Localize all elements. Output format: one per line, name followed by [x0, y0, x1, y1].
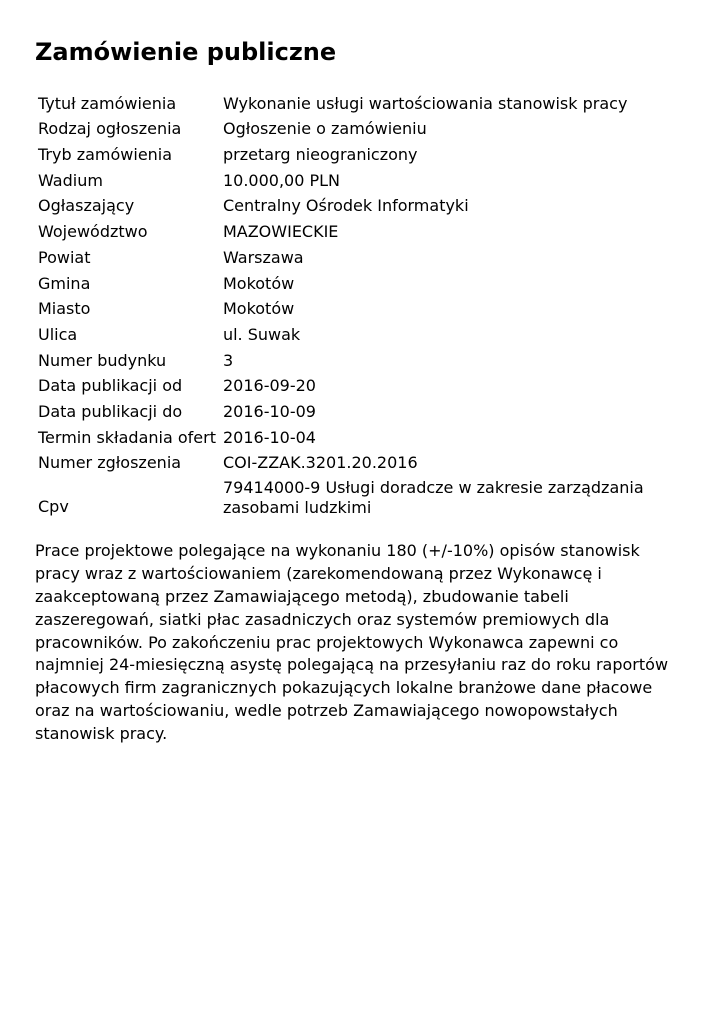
detail-label: Powiat [38, 247, 91, 267]
detail-value: 3 [222, 350, 234, 370]
detail-value: Warszawa [222, 247, 304, 267]
detail-label: Ulica [38, 324, 78, 344]
detail-row-announcer [35, 192, 663, 218]
detail-row-published-to [35, 397, 663, 423]
detail-label: Ogłaszający [38, 196, 135, 216]
detail-row-street [35, 320, 663, 346]
detail-label: Tryb zamówienia [38, 145, 173, 165]
detail-row-city [35, 295, 663, 321]
detail-row-commune [35, 269, 663, 295]
detail-value: ul. Suwak [222, 324, 301, 344]
detail-value: Ogłoszenie o zamówieniu [222, 119, 427, 139]
detail-label: Data publikacji do [38, 401, 183, 421]
detail-row-voivodeship [35, 217, 663, 243]
detail-value: 2016-10-04 [222, 427, 316, 447]
detail-value: Mokotów [222, 299, 295, 319]
detail-label: Miasto [38, 299, 91, 319]
detail-row-offer-deadline [35, 423, 663, 449]
detail-row-deposit [35, 166, 663, 192]
description-paragraph: Prace projektowe polegające na wykonaniu 180 (+/-10%) opisów stanowisk pracy wraz z wartościowaniem (zarekomendowaną przez Wykonawcę i zaakceptowaną przez Zamawiającego metodą), zbudowanie tabeli zaszeregowań, siatki płac zasadniczych oraz systemów premiowych dla pracowników. Po zakończeniu prac projektowych Wykonawca zapewni co najmniej 24-miesięczną asystę polegającą na przesyłaniu raz do roku raportów płacowych firm zagranicznych pokazujących lokalne branżowe dane płacowe oraz na wartościowaniu, wedle potrzeb Zamawiającego nowopowstałych stanowisk pracy. [35, 541, 669, 743]
detail-value: COI-ZZAK.3201.20.2016 [222, 453, 418, 473]
detail-row-county [35, 243, 663, 269]
detail-row-building-number [35, 346, 663, 372]
detail-label: Tytuł zamówienia [38, 93, 177, 113]
detail-label: Gmina [38, 273, 91, 293]
detail-row-notice-type [35, 115, 663, 141]
document-page [35, 0, 690, 745]
detail-row-title [35, 89, 663, 115]
detail-row-published-from [35, 372, 663, 398]
details-table [35, 89, 663, 518]
detail-value: MAZOWIECKIE [222, 222, 339, 242]
detail-label: Termin składania ofert [38, 427, 216, 447]
detail-row-submission-number [35, 449, 663, 475]
detail-label: Wadium [38, 170, 103, 190]
detail-row-procedure [35, 140, 663, 166]
detail-label: Numer budynku [38, 350, 167, 370]
detail-value: Mokotów [222, 273, 295, 293]
detail-label: Data publikacji od [38, 376, 183, 396]
detail-label: Rodzaj ogłoszenia [38, 119, 182, 139]
detail-row-cpv [35, 474, 663, 518]
detail-value: Wykonanie usługi wartościowania stanowisk pracy [222, 93, 628, 113]
detail-label: Cpv [38, 497, 69, 517]
detail-value: 2016-09-20 [222, 376, 316, 396]
detail-label: Numer zgłoszenia [38, 453, 182, 473]
detail-value: przetarg nieograniczony [222, 145, 418, 165]
detail-value: 2016-10-09 [222, 401, 316, 421]
detail-value: Centralny Ośrodek Informatyki [222, 196, 469, 216]
detail-value: 79414000-9 Usługi doradcze w zakresie zarządzania zasobami ludzkimi [222, 478, 644, 518]
detail-label: Województwo [38, 222, 148, 242]
page-title: Zamówienie publiczne [35, 38, 337, 66]
detail-value: 10.000,00 PLN [222, 170, 341, 190]
